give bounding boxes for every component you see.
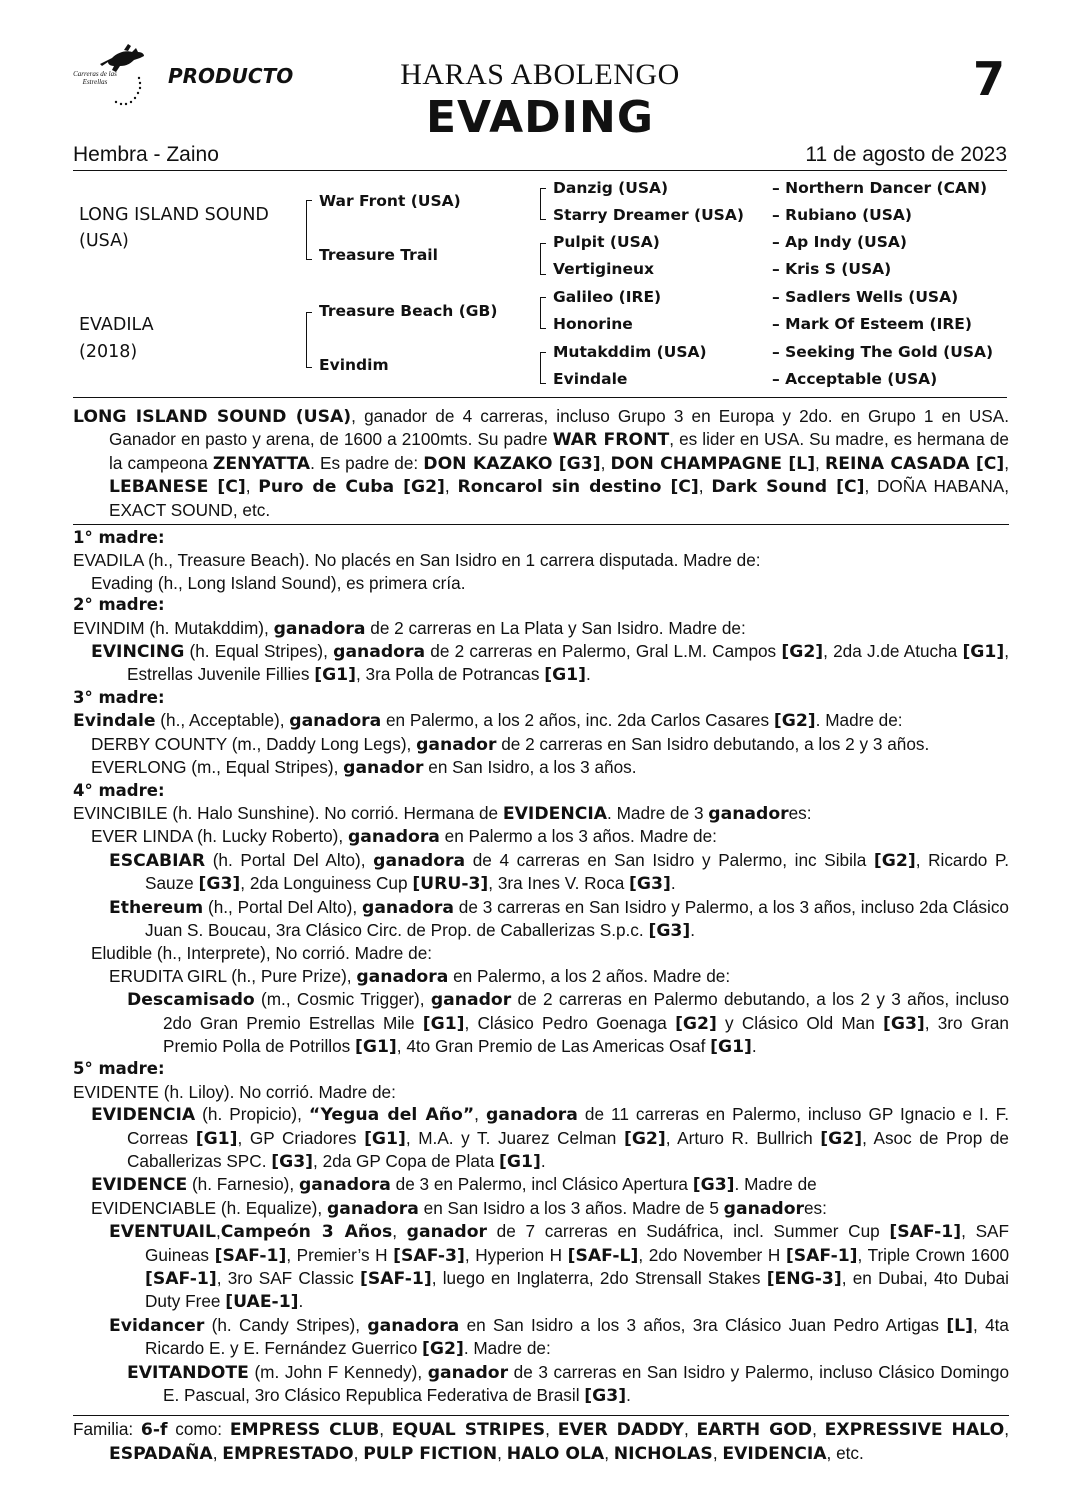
pedigree-gen3: Pulpit (USA) bbox=[553, 233, 660, 251]
divider bbox=[73, 170, 1007, 171]
pedigree-gen4: – Rubiano (USA) bbox=[772, 206, 912, 224]
sex-color: Hembra - Zaino bbox=[73, 143, 219, 166]
produce-line: EVIDENCIA (h. Propicio), “Yegua del Año”, ganadora de 11 carreras en Palermo, incluso GP Ignacio e I. F. Correas [G1], GP Criadores [G1], M.A. y T. Juarez Celman [G2], Arturo R. Bullrich [G2], Asoc de Prop de Caballerizas SPC. [G3], 2da GP Copa de Plata [G1]. bbox=[91, 1104, 1009, 1172]
produce-line: EVER LINDA (h. Lucky Roberto), ganadora en Palermo a los 3 años. Madre de: bbox=[91, 826, 717, 848]
sire-description: LONG ISLAND SOUND (USA), ganador de 4 carreras, incluso Grupo 3 en Europa y 2do. en Grupo 1 en USA. Ganador en pasto y arena, de 1600 a 2100mts. Su padre WAR FRONT, es lider en USA. Su madre, es hermana de la campeona ZENYATTA. Es padre de: DON KAZAKO [G3], DON CHAMPAGNE [L], REINA CASADA [C], LEBANESE [C], Puro de Cuba [G2], Roncarol sin destino [C], Dark Sound [C], DOÑA HABANA, EXACT SOUND, etc. bbox=[73, 406, 1009, 520]
divider bbox=[73, 524, 1009, 525]
producto-label: PRODUCTO bbox=[168, 64, 294, 88]
produce-line: Eludible (h., Interprete), No corrió. Madre de: bbox=[91, 943, 433, 964]
section-title: 2° madre: bbox=[73, 595, 165, 615]
produce-line: ERUDITA GIRL (h., Pure Prize), ganadora en Palermo, a los 2 años. Madre de: bbox=[109, 965, 731, 987]
dam-line: EVIDENTE (h. Liloy). No corrió. Madre de: bbox=[73, 1081, 396, 1102]
produce-line: EVENTUAIL,Campeón 3 Años, ganador de 7 carreras en Sudáfrica, incl. Summer Cup [SAF-1], SAF Guineas [SAF-1], Premier’s H [SAF-3], Hyperion H [SAF-L], 2do November H [SAF-1], Triple Crown 1600 [SAF-1], 3ro SAF Classic [SAF-1], luego en Inglaterra, 2do Strensall Stakes [ENG-3], en Dubai, 4to Dubai Duty Free [UAE-1]. bbox=[109, 1221, 1010, 1313]
divider bbox=[73, 397, 1007, 398]
pedigree-gen2: Evindim bbox=[319, 356, 389, 374]
produce-line: Evidancer (h. Candy Stripes), ganadora en San Isidro a los 3 años, 3ra Clásico Juan Pedro Artigas [L], 4ta Ricardo E. y E. Fernández Guerrico [G2]. Madre de: bbox=[109, 1314, 1009, 1360]
pedigree-gen2: War Front (USA) bbox=[319, 192, 461, 210]
pedigree-gen4: – Ap Indy (USA) bbox=[772, 233, 907, 251]
bracket bbox=[540, 188, 546, 220]
lot-number: 7 bbox=[972, 52, 1005, 106]
produce-line: ESCABIAR (h. Portal Del Alto), ganadora de 4 carreras en San Isidro y Palermo, inc Sibila [G2], Ricardo P. Sauze [G3], 2da Longuiness Cup [URU-3], 3ra Ines V. Roca [G3]. bbox=[109, 849, 1009, 895]
produce-line: Ethereum (h., Portal Del Alto), ganadora de 3 carreras en San Isidro y Palermo, a los 3 años, incluso 2da Clásico Juan S. Boucau, 3ra Clásico Circ. de Prop. de Caballerizas S.p.c. [G3]. bbox=[109, 896, 1009, 941]
dam-line: EVINDIM (h. Mutakddim), ganadora de 2 carreras en La Plata y San Isidro. Madre de: bbox=[73, 617, 746, 639]
dam-line: EVADILA (h., Treasure Beach). No placés en San Isidro en 1 carrera disputada. Madre de: bbox=[73, 550, 761, 571]
pedigree-gen4: – Kris S (USA) bbox=[772, 260, 892, 278]
birth-date: 11 de agosto de 2023 bbox=[805, 143, 1007, 166]
produce-line: EVINCING (h. Equal Stripes), ganadora de 2 carreras en Palermo, Gral L.M. Campos [G2], 2da J.de Atucha [G1], Estrellas Juvenile Fillies [G1], 3ra Polla de Potrancas [G1]. bbox=[91, 641, 1009, 686]
pedigree-dam: EVADILA bbox=[79, 315, 154, 335]
pedigree-gen2: Treasure Beach (GB) bbox=[319, 302, 498, 320]
bracket bbox=[540, 297, 546, 329]
catalog-body bbox=[73, 405, 1009, 1465]
produce-line: EVITANDOTE (m. John F Kennedy), ganador de 3 carreras en San Isidro y Palermo, incluso Clásico Domingo E. Pascual, 3ro Clásico Republica Federativa de Brasil [G3]. bbox=[127, 1361, 1010, 1407]
produce-line: EVIDENCIABLE (h. Equalize), ganadora en San Isidro a los 3 años. Madre de 5 ganadores: bbox=[91, 1197, 827, 1219]
pedigree-gen3: Evindale bbox=[553, 370, 628, 388]
produce-line: EVERLONG (m., Equal Stripes), ganador en San Isidro, a los 3 años. bbox=[91, 757, 637, 779]
section-title: 1° madre: bbox=[73, 528, 165, 548]
pedigree-gen3: Vertigineux bbox=[553, 260, 655, 278]
produce-line: EVIDENCE (h. Farnesio), ganadora de 3 en Palermo, incl Clásico Apertura [G3]. Madre de bbox=[91, 1174, 817, 1196]
pedigree-gen4: – Seeking The Gold (USA) bbox=[772, 343, 994, 361]
horse-name: EVADING bbox=[425, 92, 654, 143]
dam-line: Evindale (h., Acceptable), ganadora en Palermo, a los 2 años, inc. 2da Carlos Casares [G2]. Madre de: bbox=[73, 710, 903, 732]
stud-name: HARAS ABOLENGO bbox=[400, 58, 680, 91]
logo-text: Carreras de las Estrellas bbox=[73, 70, 117, 86]
produce-line: Evading (h., Long Island Sound), es primera cría. bbox=[91, 572, 466, 593]
pedigree-gen4: – Northern Dancer (CAN) bbox=[772, 179, 988, 197]
pedigree-gen3: Mutakddim (USA) bbox=[553, 343, 707, 361]
produce-line: DERBY COUNTY (m., Daddy Long Legs), ganador de 2 carreras en San Isidro debutando, a los 2 y 3 años. bbox=[91, 733, 930, 755]
section-title: 5° madre: bbox=[73, 1059, 165, 1079]
pedigree-gen4: – Sadlers Wells (USA) bbox=[772, 288, 959, 306]
pedigree-gen3: Danzig (USA) bbox=[553, 179, 669, 197]
pedigree-gen2: Treasure Trail bbox=[319, 246, 438, 264]
bracket bbox=[306, 200, 312, 260]
section-title: 4° madre: bbox=[73, 780, 165, 800]
divider bbox=[73, 1415, 1009, 1416]
pedigree-sire-origin: (USA) bbox=[79, 231, 129, 251]
section-title: 3° madre: bbox=[73, 687, 165, 707]
bracket bbox=[306, 312, 312, 368]
pedigree-gen3: Starry Dreamer (USA) bbox=[553, 206, 744, 224]
pedigree-gen3: Galileo (IRE) bbox=[553, 288, 662, 306]
pedigree-dam-year: (2018) bbox=[79, 342, 138, 362]
bracket bbox=[540, 352, 546, 384]
pedigree-gen4: – Acceptable (USA) bbox=[772, 370, 938, 388]
pedigree-gen3: Honorine bbox=[553, 315, 633, 333]
dam-line: EVINCIBILE (h. Halo Sunshine). No corrió. Hermana de EVIDENCIA. Madre de 3 ganadores: bbox=[73, 802, 812, 824]
produce-line: Descamisado (m., Cosmic Trigger), ganador de 2 carreras en Palermo debutando, a los 2 y 3 años, incluso 2do Gran Premio Estrellas Mile [G1], Clásico Pedro Goenaga [G2] y Clásico Old Man [G3], 3ro Gran Premio Polla de Potrillos [G1], 4to Gran Premio de Las Americas Osaf [G1]. bbox=[127, 989, 1010, 1057]
bracket bbox=[540, 243, 546, 275]
pedigree-gen4: – Mark Of Esteem (IRE) bbox=[772, 315, 972, 333]
family-line: Familia: 6-f como: EMPRESS CLUB, EQUAL STRIPES, EVER DADDY, EARTH GOD, EXPRESSIVE HALO, ESPADAÑA, EMPRESTADO, PULP FICTION, HALO OLA, NICHOLAS, EVIDENCIA, etc. bbox=[73, 1419, 1009, 1464]
pedigree-sire: LONG ISLAND SOUND bbox=[79, 205, 269, 225]
